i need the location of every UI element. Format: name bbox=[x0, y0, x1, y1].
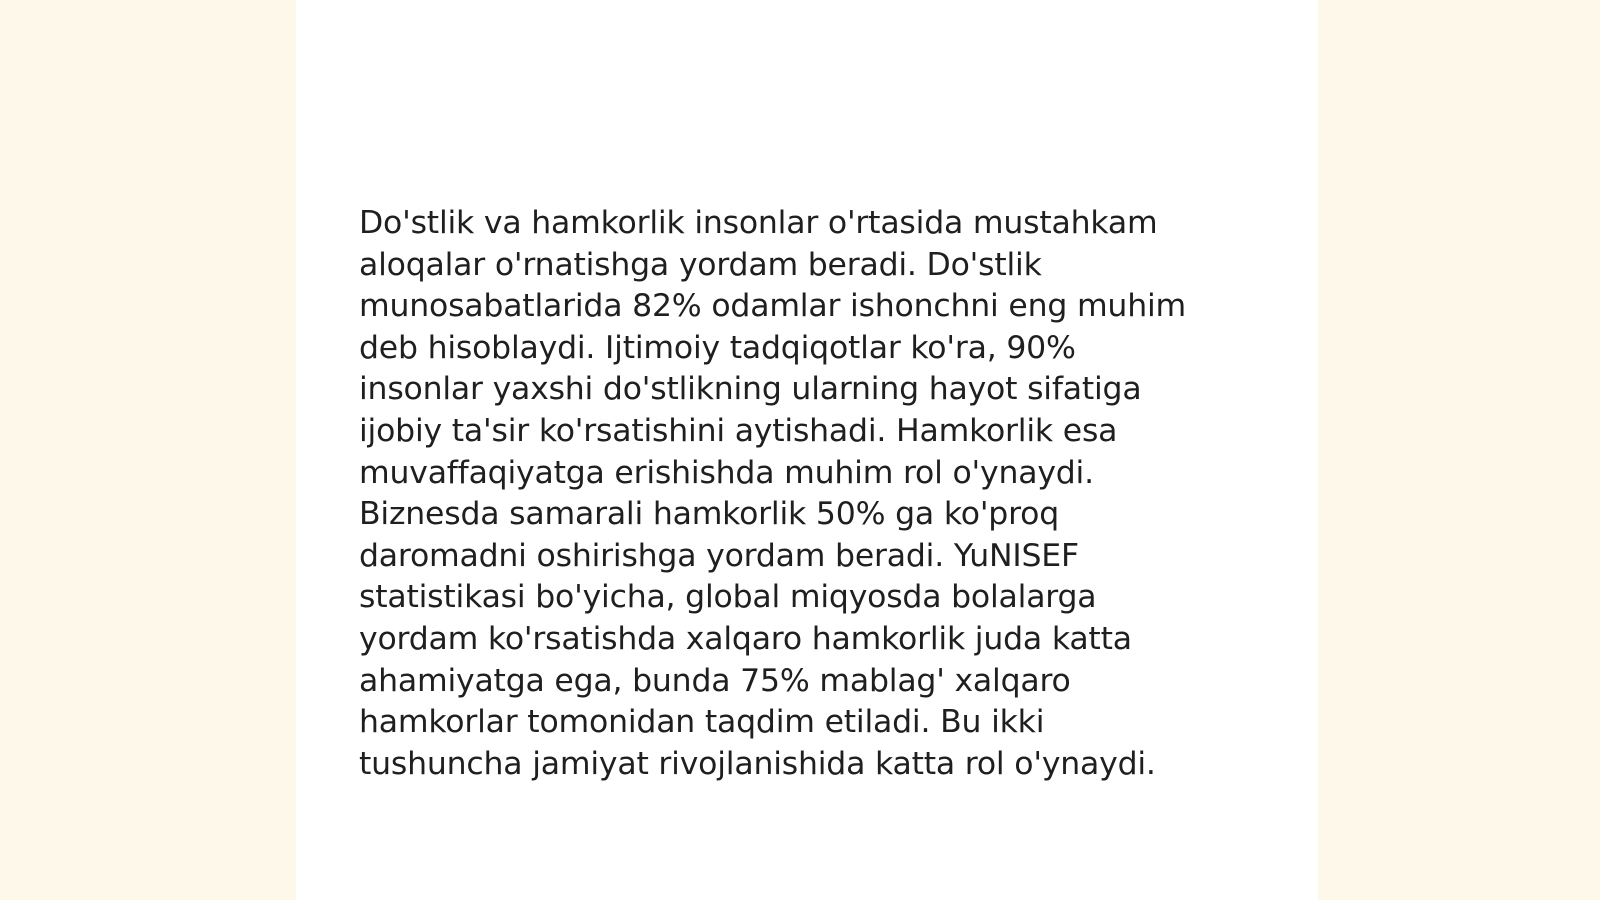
document-page bbox=[296, 0, 1318, 900]
body-paragraph: Do'stlik va hamkorlik insonlar o'rtasida mustahkam aloqalar o'rnatishga yordam beradi. Do'stlik munosabatlarida 82% odamlar ishonchni eng muhim deb hisoblaydi. Ijtimoiy tadqiqotlar ko'ra, 90% insonlar yaxshi do'stlikning ularning hayot sifatiga ijobiy ta'sir ko'rsatishini aytishadi. Hamkorlik esa muvaffaqiyatga erishishda muhim rol o'ynaydi. Biznesda samarali hamkorlik 50% ga ko'proq daromadni oshirishga yordam beradi. YuNISEF statistikasi bo'yicha, global miqyosda bolalarga yordam ko'rsatishda xalqaro hamkorlik juda katta ahamiyatga ega, bunda 75% mablag' xalqaro hamkorlar tomonidan taqdim etiladi. Bu ikki tushuncha jamiyat rivojlanishida katta rol o'ynaydi. bbox=[359, 205, 1186, 782]
